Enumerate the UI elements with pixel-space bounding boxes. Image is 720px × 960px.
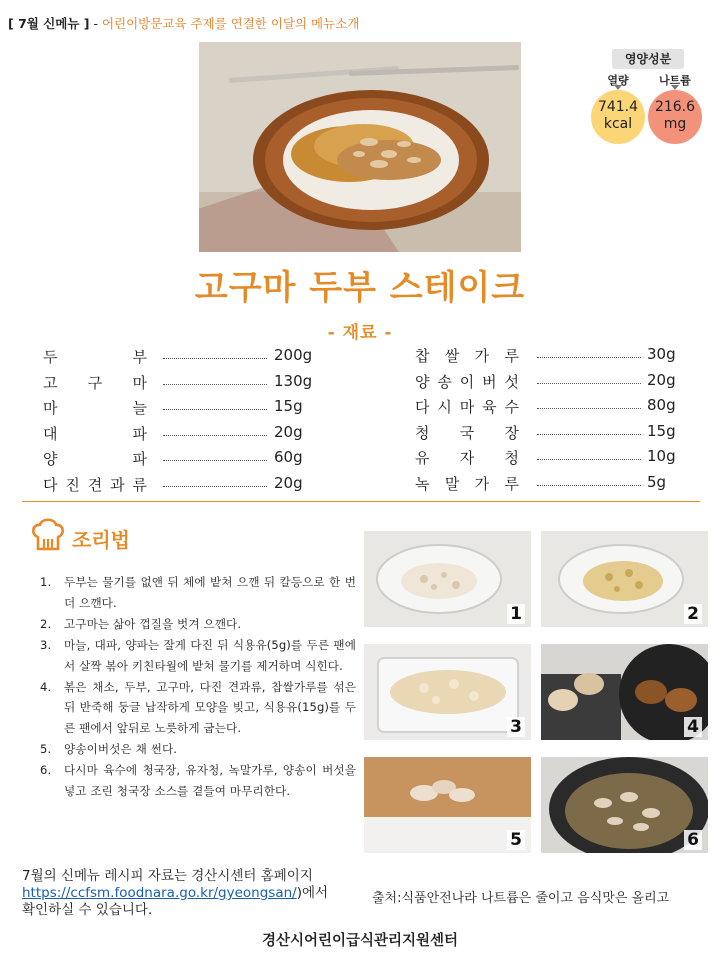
- homepage-link[interactable]: https://ccfsm.foodnara.go.kr/gyeongsan/: [22, 885, 297, 901]
- step-item: 2. 고구마는 삶아 껍질을 벗겨 으깬다.: [40, 616, 242, 631]
- organization-name: 경산시어린이급식관리지원센터: [261, 933, 459, 949]
- footer-line-2-suffix: )에서: [296, 885, 329, 901]
- ingredient-name: 두 부: [43, 348, 147, 366]
- recipe-section-title: 조리법: [72, 528, 130, 552]
- ingredient-name: 다 진 견 과 류: [43, 475, 147, 494]
- ingredient-amount: 130g: [274, 371, 313, 390]
- recipe-steps: [38, 572, 356, 802]
- ingredient-amount: 200g: [274, 346, 313, 364]
- nutrition-title: 영양성분: [612, 49, 684, 69]
- step-item: 6. 다시마 육수에 청국장, 유자청, 녹말가루, 양송이 버섯을 넣고 조린 청국장 소스를 곁들여 마무리한다.: [40, 763, 356, 799]
- leader-dots: [537, 485, 641, 486]
- leader-dots: [163, 358, 267, 359]
- step-photo-5: [364, 757, 531, 853]
- step-photo-2: [541, 531, 708, 627]
- step-photo-number: 1: [507, 604, 525, 624]
- step-text: 볶은 채소, 두부, 고구마, 다진 견과류, 찹쌀가루를 섞은 뒤 반죽해 둥글 납작하게 모양을 빚고, 식용유(15g)를 두른 팬에서 앞뒤로 노릇하게 굽는다.: [64, 679, 356, 736]
- step-photo-number: 3: [507, 717, 525, 737]
- energy-unit: kcal: [603, 116, 633, 132]
- ingredient-row: [43, 423, 343, 449]
- ingredient-name: 양 송 이 버 섯: [415, 372, 519, 391]
- ingredient-row: [43, 448, 343, 474]
- step-text: 두부는 물기를 없앤 뒤 체에 밭쳐 으깬 뒤 칼등으로 한 번 더 으깬다.: [64, 575, 356, 610]
- ingredient-row: [415, 447, 695, 473]
- header-separator: -: [89, 16, 102, 31]
- recipe-name: 고구마 두부 스테이크: [194, 268, 526, 308]
- ingredient-name: 마 늘: [43, 399, 147, 417]
- ingredient-row: [43, 397, 343, 423]
- energy-badge: [591, 90, 645, 144]
- ingredient-amount: 80g: [647, 396, 676, 414]
- ingredient-row: [43, 474, 343, 500]
- leader-dots: [537, 434, 641, 435]
- leader-dots: [537, 459, 641, 460]
- header-line: [8, 14, 359, 32]
- ingredient-amount: 20g: [274, 473, 303, 492]
- step-photo-number: 6: [684, 830, 702, 850]
- menu-tag: [ 7월 신메뉴 ]: [8, 16, 90, 31]
- ingredient-amount: 20g: [274, 422, 303, 441]
- step-photo-number: 5: [507, 830, 525, 850]
- source-credit: 출처:식품안전나라 나트륨은 줄이고 음식맛은 올리고: [372, 891, 670, 906]
- leader-dots: [163, 384, 267, 385]
- ingredient-amount: 10g: [647, 447, 676, 465]
- energy-label: 열량: [607, 74, 629, 87]
- ingredient-name: 대 파: [43, 424, 147, 443]
- ingredients-heading: - 재료 -: [327, 323, 393, 343]
- ingredient-row: [43, 346, 343, 372]
- ingredient-name: 청 국 장: [415, 423, 519, 442]
- ingredient-amount: 15g: [647, 421, 676, 440]
- dish-photo: [199, 42, 521, 252]
- step-item: 5. 양송이버섯은 채 썬다.: [40, 742, 178, 757]
- ingredient-row: [415, 371, 695, 397]
- leader-dots: [163, 460, 267, 461]
- sodium-value: 216.6: [654, 99, 696, 115]
- ingredient-name: 고 구 마: [43, 373, 147, 392]
- leader-dots: [537, 383, 641, 384]
- step-photo-number: 4: [684, 717, 702, 737]
- ingredients-right: [415, 345, 695, 498]
- footer-line-1: 7월의 신메뉴 레시피 자료는 경산시센터 홈페이지: [22, 868, 313, 884]
- leader-dots: [163, 486, 267, 487]
- ingredient-amount: 60g: [274, 448, 303, 466]
- energy-value: 741.4: [597, 99, 639, 115]
- section-divider: [22, 501, 700, 502]
- step-text: 다시마 육수에 청국장, 유자청, 녹말가루, 양송이 버섯을 넣고 조린 청국장 소스를 곁들여 마무리한다.: [64, 763, 356, 799]
- sodium-unit: mg: [663, 116, 687, 132]
- step-photo-number: 2: [684, 604, 702, 624]
- ingredient-amount: 15g: [274, 397, 303, 415]
- sodium-badge: [648, 90, 702, 144]
- ingredient-name: 녹 말 가 루: [415, 474, 519, 493]
- ingredient-row: [43, 372, 343, 398]
- header-subtitle: 어린이방문교육 주제를 연결한 이달의 메뉴소개: [101, 16, 360, 31]
- sodium-label: 나트륨: [659, 74, 691, 87]
- ingredient-row: [415, 422, 695, 448]
- ingredient-amount: 20g: [647, 370, 676, 389]
- footer-notice: [22, 868, 362, 919]
- ingredient-amount: 30g: [647, 345, 676, 363]
- ingredient-row: [415, 396, 695, 422]
- step-text: 마늘, 대파, 양파는 잘게 다진 뒤 식용유(5g)를 두른 팬에서 살짝 볶아 키친타월에 밭쳐 물기를 제거하며 식힌다.: [64, 637, 356, 673]
- ingredient-row: [415, 473, 695, 499]
- leader-dots: [163, 409, 267, 410]
- ingredient-amount: 5g: [647, 472, 667, 491]
- ingredient-name: 다 시 마 육 수: [415, 398, 519, 416]
- step-photo-6: [541, 757, 708, 853]
- step-photo-4: [541, 644, 708, 740]
- leader-dots: [163, 435, 267, 436]
- step-item: 4. 볶은 채소, 두부, 고구마, 다진 견과류, 찹쌀가루를 섞은 뒤 반죽해 둥글 납작하게 모양을 빚고, 식용유(15g)를 두른 팬에서 앞뒤로 노릇하게 굽는다.: [40, 679, 356, 736]
- leader-dots: [537, 408, 641, 409]
- step-text: 고구마는 삶아 껍질을 벗겨 으깬다.: [64, 616, 242, 631]
- chef-hat-icon: [30, 515, 66, 555]
- footer-line-3: 확인하실 수 있습니다.: [22, 902, 153, 918]
- ingredient-name: 유 자 청: [415, 449, 519, 467]
- step-photo-1: [364, 531, 531, 627]
- step-item: 3. 마늘, 대파, 양파는 잘게 다진 뒤 식용유(5g)를 두른 팬에서 살짝 볶아 키친타월에 밭쳐 물기를 제거하며 식힌다.: [40, 637, 356, 673]
- ingredient-name: 찹 쌀 가 루: [415, 347, 519, 365]
- ingredient-name: 양 파: [43, 450, 147, 468]
- ingredients-left: [43, 346, 343, 499]
- step-text: 양송이버섯은 채 썬다.: [64, 742, 178, 757]
- ingredient-row: [415, 345, 695, 371]
- step-photo-3: [364, 644, 531, 740]
- leader-dots: [537, 357, 641, 358]
- step-item: 1. 두부는 물기를 없앤 뒤 체에 밭쳐 으깬 뒤 칼등으로 한 번 더 으깬다.: [40, 575, 356, 610]
